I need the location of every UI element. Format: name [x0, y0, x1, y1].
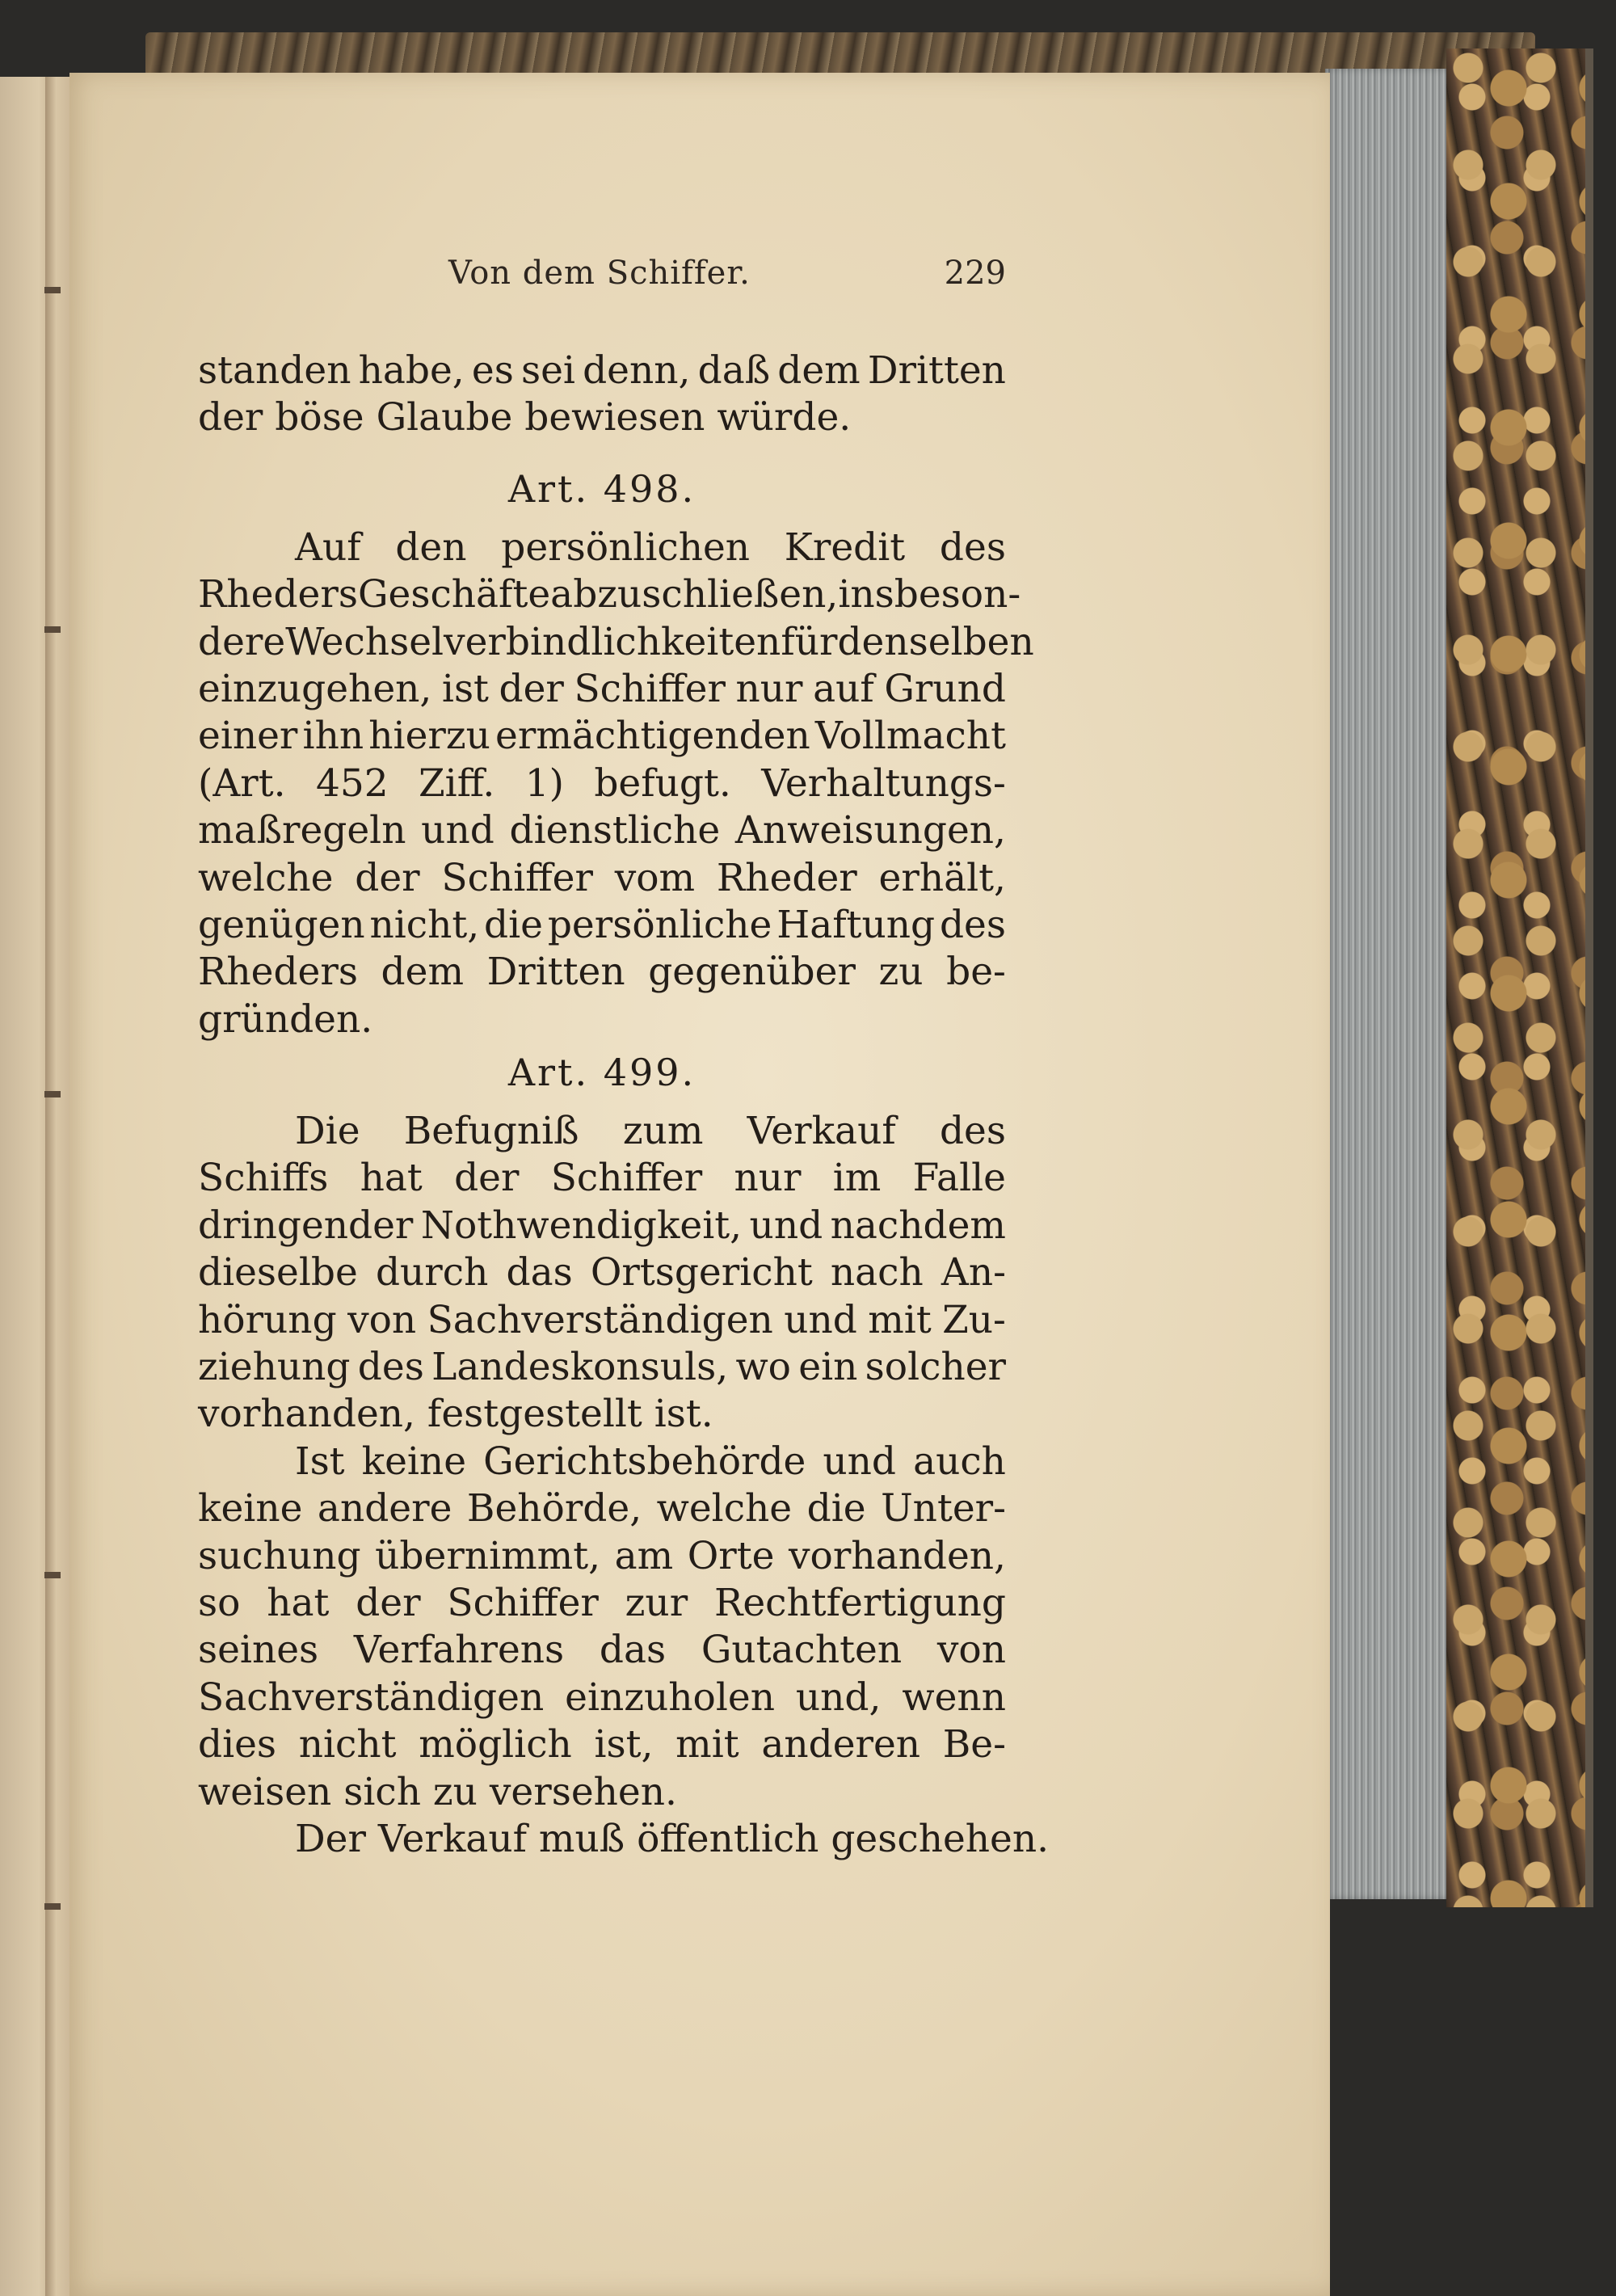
- text-line: Sachverständigen einzuholen und, wenn: [198, 1675, 1006, 1720]
- text-line: hörung von Sachverständigen und mit Zu-: [198, 1297, 1006, 1342]
- text-line: dieselbe durch das Ortsgericht nach An-: [198, 1250, 1006, 1295]
- binding-thread-mark: [44, 626, 61, 633]
- article-499-heading: Art. 499.: [507, 1051, 696, 1095]
- text-line: vorhanden, festgestellt ist.: [198, 1392, 713, 1437]
- text-line: keine andere Behörde, welche die Unter-: [198, 1486, 1006, 1531]
- text-line: ziehung des Landeskonsuls, wo ein solcher: [198, 1345, 1006, 1390]
- text-line: Schiffs hat der Schiffer nur im Falle: [198, 1156, 1006, 1201]
- text-line: Ist keine Gerichtsbehörde und auch: [295, 1439, 1006, 1484]
- text-line: gründen.: [198, 996, 373, 1042]
- page-block-edges: [1325, 69, 1446, 1899]
- text-line: Der Verkauf muß öffentlich geschehen.: [295, 1816, 1050, 1861]
- binding-thread-mark: [44, 1091, 61, 1097]
- binding-thread-mark: [44, 287, 61, 293]
- marbled-cover: [1446, 48, 1593, 1907]
- text-line: einer ihn hierzu ermächtigenden Vollmacht: [198, 714, 1006, 759]
- article-498-heading: Art. 498.: [507, 466, 696, 511]
- text-line: seines Verfahrens das Gutachten von: [198, 1628, 1006, 1673]
- book-gutter: [45, 77, 69, 2296]
- binding-thread-mark: [44, 1903, 61, 1910]
- text-line: maßregeln und dienstliche Anweisungen,: [198, 808, 1006, 853]
- text-line: so hat der Schiffer zur Rechtfertigung: [198, 1580, 1006, 1625]
- page-header: [448, 255, 1006, 303]
- text-line: Auf den persönlichen Kredit des: [295, 524, 1006, 570]
- text-line: genügen nicht, die persönliche Haftung des: [198, 902, 1006, 947]
- page-number: 229: [944, 255, 1006, 292]
- text-line: weisen sich zu versehen.: [198, 1769, 677, 1814]
- text-line: Die Befugniß zum Verkauf des: [295, 1109, 1006, 1154]
- running-title: Von dem Schiffer.: [448, 255, 751, 292]
- text-line: Rheders Geschäfte abzuschließen, insbeson-: [198, 572, 1021, 617]
- text-line: (Art. 452 Ziff. 1) befugt. Verhaltungs-: [198, 760, 1006, 806]
- text-line: dringender Nothwendigkeit, und nachdem: [198, 1203, 1006, 1248]
- binding-thread-mark: [44, 1572, 61, 1578]
- text-line: standen habe, es sei denn, daß dem Dritten: [198, 348, 1006, 393]
- text-line: welche der Schiffer vom Rheder erhält,: [198, 855, 1006, 900]
- page-text: [198, 348, 1050, 1863]
- text-line: Rheders dem Dritten gegenüber zu be-: [198, 950, 1006, 995]
- text-line: der böse Glaube bewiesen würde.: [198, 395, 852, 440]
- text-line: dies nicht möglich ist, mit anderen Be-: [198, 1722, 1006, 1767]
- text-line: dere Wechselverbindlichkeiten für denselben: [198, 619, 1034, 664]
- text-line: suchung übernimmt, am Orte vorhanden,: [198, 1533, 1006, 1578]
- text-line: einzugehen, ist der Schiffer nur auf Grund: [198, 666, 1006, 711]
